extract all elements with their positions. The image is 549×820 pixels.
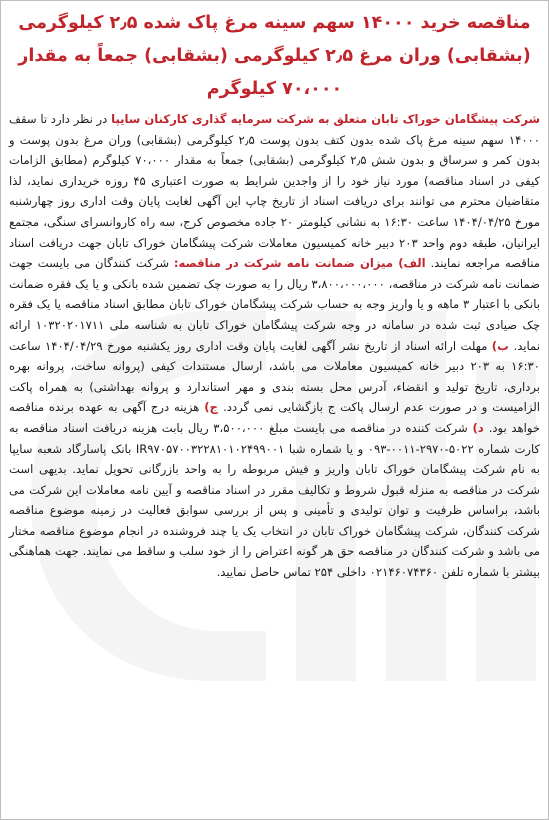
fee-heading: د): [472, 420, 489, 435]
notice-title: مناقصه خرید ۱۴۰۰۰ سهم سینه مرغ پاک شده ۲٫۵ کیلوگرمی (بشقابی) وران مرغ ۲٫۵ کیلوگرمی (بشقابی) جمعاً به مقدار ۷۰،۰۰۰ کیلوگرم: [18, 13, 531, 99]
intro-company-name: شرکت پیشگامان خوراک تابان متعلق به شرکت سرمایه گذاری کارکنان سایپا: [111, 112, 540, 126]
ad-cost-text: هزینه درج آگهی به عهده برنده مناقصه خواهد بود.: [9, 400, 541, 435]
guarantee-heading: الف) میزان ضمانت نامه شرکت در مناقصه:: [173, 256, 426, 271]
fee-text: شرکت کننده در مناقصه می بایست مبلغ ۳،۵۰۰،۰۰۰ ریال بابت هزینه دریافت اسناد مناقصه به کارت شماره ۵۰۲۲-۲۹۷۰-۰۰۱۱-۰۹۳ و یا شماره شبا IR۹۷۰۵۷۰۰۳۲۲۸۱۰۱۰۲۴۹۹۰۰۱ بانک پاسارگاد شعبه سایپا به نام شرکت پیشگامان خوراک تابان واریز و فیش مربوطه را به واحد بازرگانی تحویل نماید. بدیهی است شرکت در مناقصه به منزله قبول شروط و تکالیف مقرر در اسناد مناقصه و آیین نامه معاملات این شرکت می باشد، براساس ظرفیت و توان تولیدی و تأمینی و پس از بررسی سوابق فعالیت در زمینه موضوع مناقصه شرکت کنندگان، شرکت پیشگامان خوراک تابان در انتخاب یک یا چند فروشنده در انجام موضوع مناقصه مختار می باشد و شرکت کنندگان در مناقصه حق هر گونه اعتراض را از خود سلب و ساقط می نمایند.: [9, 420, 541, 559]
guarantee-text: شرکت کنندگان می بایست جهت ضمانت نامه شرکت در مناقصه، ۳،۸۰۰،۰۰۰،۰۰۰ ریال را به صورت چک تضمین شده بانکی و یا یک فقره ضمانت بانکی با اعتبار ۳ ماهه و یا واریز وجه به حساب شرکت پیشگامان خوراک تابان مطابق اسناد مناقصه یا یک فقره چک صیادی ثبت شده در سامانه در وجه شرکت پیشگامان خوراک تابان به شناسه ملی ۱۰۳۲۰۲۰۱۷۱۱ ارائه نماید.: [9, 256, 540, 353]
intro-text: در نظر دارد تا سقف ۱۴۰۰۰ سهم سینه مرغ پاک شده بدون کتف بدون پوست ۲٫۵ کیلوگرمی (بشقابی) وران مرغ بدون پوست و بدون کمر و سرساق و بدون شش ۲٫۵ کیلوگرمی (بشقابی) جمعاً به مقدار ۷۰،۰۰۰ کیلوگرم (مطابق الزامات کیفی در اسناد مناقصه) مورد نیاز خود را از واجدین شرایط به صورت اعتباری ۴۵ روزه خریداری نماید، لذا متقاضیان محترم می توانند برای دریافت اسناد از تاریخ چاپ این آگهی لغایت پایان وقت اداری روز چهارشنبه مورخ ۱۴۰۴/۰۴/۲۵ ساعت ۱۶:۳۰ به نشانی کیلومتر ۲۰ جاده مخصوص کرج، سه راه کاروانسرای سنگی، مجتمع ایرانیان، طبقه دوم واحد ۲۰۳ دبیر خانه کمیسیون معاملات شرکت پیشگامان خوراک تابان جهت دریافت اسناد مناقصه مراجعه نمایند.: [9, 112, 541, 271]
deadline-text: مهلت ارائه اسناد از تاریخ نشر آگهی لغایت پایان وقت اداری روز یکشنبه مورخ ۱۴۰۴/۰۴/۲۹ ساعت ۱۶:۳۰ به ۲۰۳ دبیر خانه کمیسیون معاملات می باشد، ارسال مستندات کیفی (پروانه ساخت، پروانه بهره برداری، تاریخ تولید و انقضاء، آدرس محل بسته بندی و مهر استاندارد و پروانه بهداشتی) به همراه پاکت الزامیست و در صورت عدم ارسال پاکت ج بازگشایی نمی گردد.: [9, 338, 540, 415]
deadline-heading: ب): [491, 338, 514, 353]
notice-body: [9, 109, 540, 583]
ad-cost-heading: ج): [204, 400, 224, 415]
contact-text: جهت هماهنگی بیشتر با شماره تلفن ۰۲۱۴۶۰۷۴۳۶۰ داخلی ۲۵۴ تماس حاصل نمایید.: [9, 544, 540, 580]
